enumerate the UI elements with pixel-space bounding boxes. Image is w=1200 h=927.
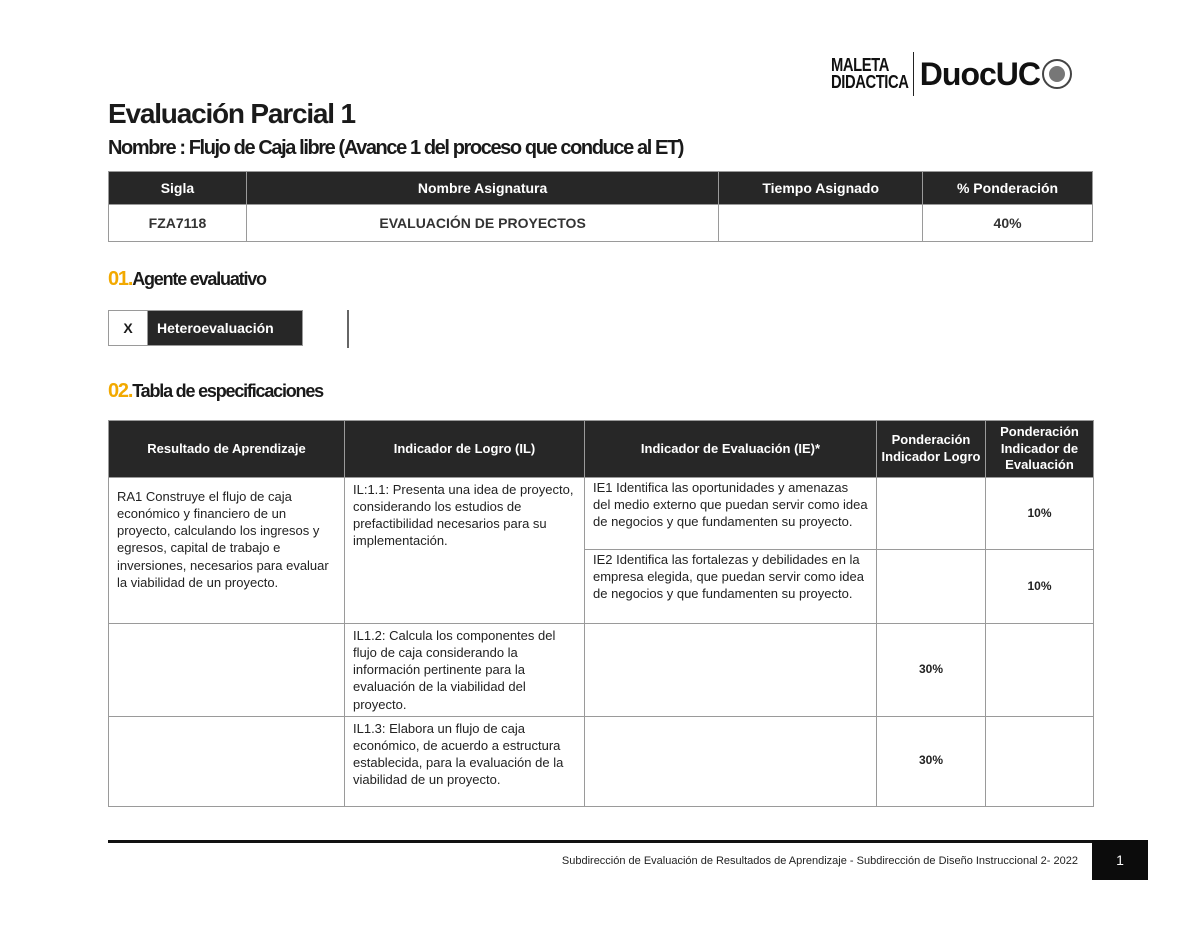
- cell-empty: [109, 716, 345, 806]
- header-indicador-logro: Indicador de Logro (IL): [345, 421, 585, 478]
- table-row: [109, 624, 1094, 717]
- cell-il11: IL:1.1: Presenta una idea de proyecto, considerando los estudios de prefactibilidad necesarios para su implementación.: [345, 478, 585, 624]
- cell-il13: IL1.3: Elabora un flujo de caja económico, de acuerdo a estructura establecida, para la evaluación de la viabilidad de un proyecto.: [345, 716, 585, 806]
- cell-ie1-logro: [877, 478, 986, 550]
- cell-ra1: RA1 Construye el flujo de caja económico y financiero de un proyecto, calculando los ingresos y egresos, capital de trabajo e inversiones, necesarios para evaluar la viabilidad de un proyecto.: [109, 478, 345, 624]
- cell-ie2-logro: [877, 550, 986, 624]
- header-tiempo-asignado: Tiempo Asignado: [719, 172, 923, 205]
- cell-sigla: FZA7118: [109, 205, 247, 242]
- course-info-row: [109, 205, 1093, 242]
- maleta-didactica-logo: [831, 57, 908, 90]
- vertical-divider: [347, 310, 349, 348]
- header-nombre-asignatura: Nombre Asignatura: [246, 172, 718, 205]
- course-info-header-row: [109, 172, 1093, 205]
- cell-ponderacion: 40%: [923, 205, 1093, 242]
- cell-il12: IL1.2: Calcula los componentes del flujo de caja considerando la información pertinente para la evaluación de la viabilidad del proyecto.: [345, 624, 585, 717]
- section-tabla-especificaciones: [108, 380, 323, 403]
- cell-empty: [109, 624, 345, 717]
- section-label: Tabla de especificaciones: [132, 381, 323, 401]
- cell-tiempo-asignado: [719, 205, 923, 242]
- cell-empty: [585, 624, 877, 717]
- section-number: 01.: [108, 268, 133, 290]
- page-title: Evaluación Parcial 1: [108, 98, 355, 129]
- footer-text: Subdirección de Evaluación de Resultados de Aprendizaje - Subdirección de Diseño Instruccional 2- 2022: [561, 855, 1078, 867]
- cell-ie1: IE1 Identifica las oportunidades y amenazas del medio externo que puedan servir como idea de negocios y que fundamenten su proyecto.: [585, 478, 877, 550]
- duocuc-wordmark: DuocUC: [919, 55, 1040, 92]
- section-number: 02.: [108, 380, 133, 402]
- page-subtitle: Nombre : Flujo de Caja libre (Avance 1 del proceso que conduce al ET): [108, 137, 684, 159]
- seal-icon: [1042, 59, 1072, 89]
- table-row: [109, 478, 1094, 550]
- spec-header-row: [109, 421, 1094, 478]
- table-row: [109, 716, 1094, 806]
- header-ponderacion: % Ponderación: [923, 172, 1093, 205]
- logo-line-2: DIDACTICA: [831, 72, 909, 92]
- cell-il13-pct: 30%: [877, 716, 986, 806]
- section-label: Agente evaluativo: [132, 269, 266, 289]
- header-logo: [814, 52, 1072, 96]
- header-sigla: Sigla: [109, 172, 247, 205]
- footer-divider: [108, 840, 1148, 843]
- header-ponderacion-evaluacion: Ponderación Indicador de Evaluación: [986, 421, 1094, 478]
- cell-nombre-asignatura: EVALUACIÓN DE PROYECTOS: [246, 205, 718, 242]
- header-ponderacion-logro: Ponderación Indicador Logro: [877, 421, 986, 478]
- cell-empty: [585, 716, 877, 806]
- cell-empty: [986, 716, 1094, 806]
- agent-label: Heteroevaluación: [148, 310, 303, 346]
- logo-line-1: MALETA: [831, 55, 890, 76]
- header-indicador-evaluacion: Indicador de Evaluación (IE)*: [585, 421, 877, 478]
- duocuc-logo: [920, 56, 1072, 93]
- cell-ie2-pct: 10%: [986, 550, 1094, 624]
- page-number: 1: [1092, 840, 1148, 880]
- specifications-table: [108, 420, 1094, 807]
- logo-divider: [913, 52, 914, 96]
- cell-empty: [986, 624, 1094, 717]
- agent-checkmark: X: [108, 310, 148, 346]
- agent-selection: [108, 310, 303, 346]
- section-agente-evaluativo: [108, 268, 266, 291]
- cell-ie1-pct: 10%: [986, 478, 1094, 550]
- header-resultado-aprendizaje: Resultado de Aprendizaje: [109, 421, 345, 478]
- cell-ie2: IE2 Identifica las fortalezas y debilidades en la empresa elegida, que puedan servir como idea de negocios y que fundamenten su proyecto.: [585, 550, 877, 624]
- cell-il12-pct: 30%: [877, 624, 986, 717]
- course-info-table: [108, 171, 1093, 242]
